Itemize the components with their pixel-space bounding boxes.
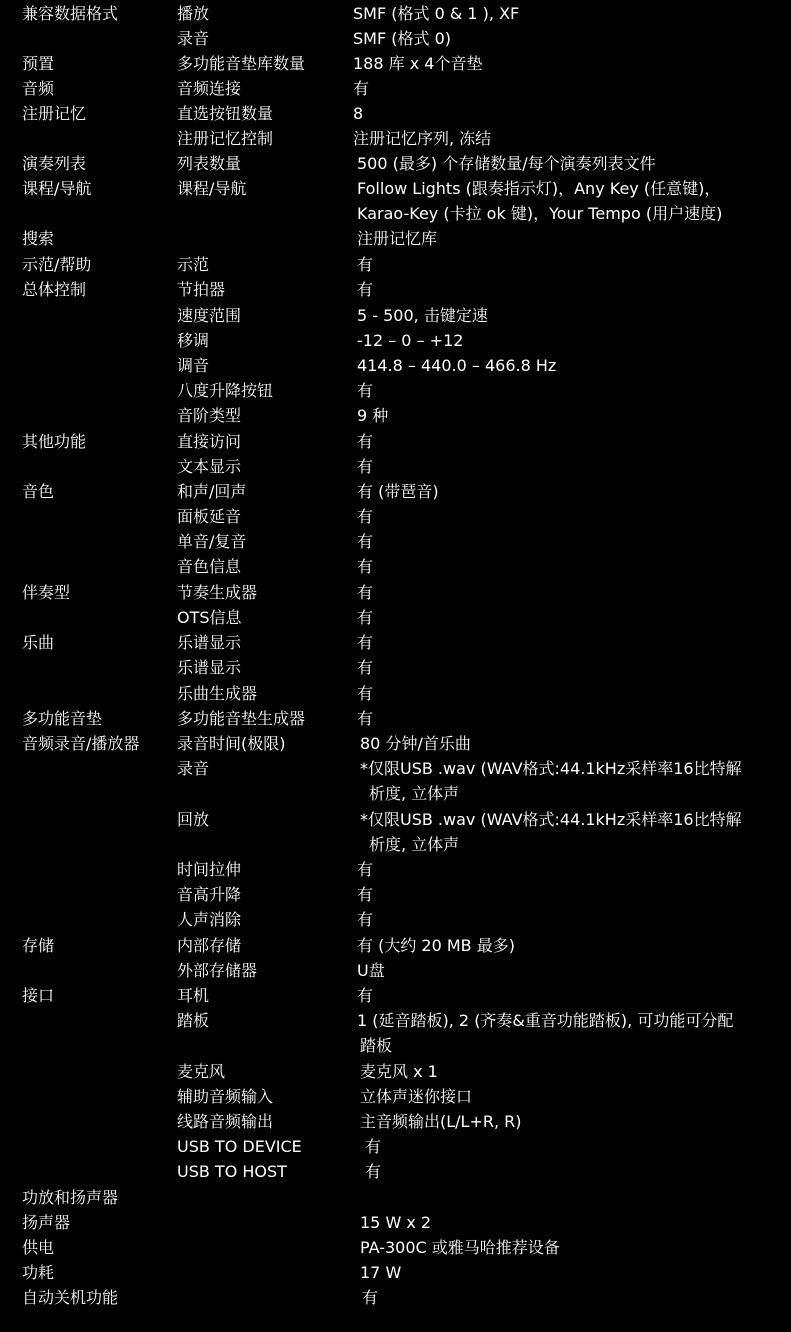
- spec-item: 和声/回声: [177, 482, 247, 501]
- spec-value: 8: [353, 104, 364, 123]
- spec-item: 面板延音: [177, 507, 242, 526]
- spec-category: 功放和扬声器: [22, 1188, 119, 1207]
- spec-row: [0, 429, 791, 454]
- spec-value: 有: [365, 1162, 382, 1181]
- spec-row: [0, 781, 791, 806]
- spec-category: 其他功能: [22, 432, 87, 451]
- spec-value: 500 (最多) 个存储数量/每个演奏列表文件: [357, 154, 656, 173]
- spec-row: [0, 1235, 791, 1260]
- spec-item: 音高升降: [177, 885, 242, 904]
- spec-item: 耳机: [177, 986, 210, 1005]
- spec-value: *仅限USB .wav (WAV格式:44.1kHz采样率16比特解: [360, 759, 742, 778]
- spec-item: 外部存储器: [177, 961, 258, 980]
- spec-row: [0, 1008, 791, 1033]
- spec-item: 注册记忆控制: [177, 129, 274, 148]
- spec-row: [0, 328, 791, 353]
- spec-row: [0, 1210, 791, 1235]
- spec-row: [0, 1, 791, 26]
- spec-row: [0, 807, 791, 832]
- spec-row: [0, 529, 791, 554]
- spec-row: [0, 706, 791, 731]
- spec-item: 列表数量: [177, 154, 242, 173]
- spec-item: 课程/导航: [177, 179, 247, 198]
- spec-value: U盘: [357, 961, 385, 980]
- spec-value: Follow Lights (跟奏指示灯)，Any Key (任意键)，: [357, 179, 721, 198]
- spec-row: [0, 378, 791, 403]
- spec-value: 麦克风 x 1: [360, 1062, 438, 1081]
- spec-row: [0, 933, 791, 958]
- spec-value: 有: [357, 910, 374, 929]
- spec-row: [0, 857, 791, 882]
- spec-value: 有: [357, 633, 374, 652]
- spec-row: [0, 26, 791, 51]
- spec-item: 调音: [177, 356, 210, 375]
- spec-row: [0, 226, 791, 251]
- spec-item: 回放: [177, 810, 210, 829]
- spec-row: [0, 1109, 791, 1134]
- spec-item: 播放: [177, 4, 210, 23]
- spec-item: 麦克风: [177, 1062, 226, 1081]
- spec-value: 注册记忆库: [357, 229, 438, 248]
- spec-value: 有: [357, 255, 374, 274]
- spec-item: 录音: [177, 29, 210, 48]
- spec-value: SMF (格式 0): [353, 29, 452, 48]
- spec-value: 有: [357, 986, 374, 1005]
- spec-category: 音频: [22, 79, 55, 98]
- spec-item: 音色信息: [177, 557, 242, 576]
- spec-item: 线路音频输出: [177, 1112, 274, 1131]
- spec-value: 5 - 500, 击键定速: [357, 306, 488, 325]
- spec-row: [0, 76, 791, 101]
- spec-value: 有: [357, 507, 374, 526]
- spec-item: 乐谱显示: [177, 658, 242, 677]
- spec-item: 直接访问: [177, 432, 242, 451]
- spec-row: [0, 479, 791, 504]
- spec-value: 有 (大约 20 MB 最多): [357, 936, 515, 955]
- spec-row: [0, 277, 791, 302]
- spec-category: 供电: [22, 1238, 55, 1257]
- spec-row: [0, 1134, 791, 1159]
- spec-row: [0, 756, 791, 781]
- spec-row: [0, 832, 791, 857]
- spec-row: [0, 882, 791, 907]
- spec-value: 有: [357, 583, 374, 602]
- spec-value: 1 (延音踏板), 2 (齐奏&重音功能踏板), 可功能可分配: [357, 1011, 734, 1030]
- spec-value: 立体声迷你接口: [360, 1087, 473, 1106]
- spec-category: 扬声器: [22, 1213, 71, 1232]
- spec-value: 15 W x 2: [360, 1213, 432, 1232]
- spec-category: 接口: [22, 986, 55, 1005]
- spec-item: 文本显示: [177, 457, 242, 476]
- spec-item: 节拍器: [177, 280, 226, 299]
- spec-row: [0, 1159, 791, 1184]
- spec-category: 搜索: [22, 229, 55, 248]
- spec-value: 有: [357, 658, 374, 677]
- spec-value: 有: [357, 709, 374, 728]
- spec-row: [0, 554, 791, 579]
- spec-row: [0, 731, 791, 756]
- spec-value: 有: [357, 684, 374, 703]
- spec-row: [0, 126, 791, 151]
- spec-category: 演奏列表: [22, 154, 87, 173]
- spec-item: USB TO DEVICE: [177, 1137, 302, 1156]
- spec-row: [0, 605, 791, 630]
- spec-item: USB TO HOST: [177, 1162, 287, 1181]
- spec-row: [0, 252, 791, 277]
- spec-category: 注册记忆: [22, 104, 87, 123]
- spec-item: 辅助音频输入: [177, 1087, 274, 1106]
- spec-value: 有: [353, 79, 370, 98]
- spec-value: 80 分钟/首乐曲: [360, 734, 471, 753]
- spec-category: 多功能音垫: [22, 709, 103, 728]
- spec-item: OTS信息: [177, 608, 242, 627]
- spec-category: 音频录音/播放器: [22, 734, 140, 753]
- spec-category: 乐曲: [22, 633, 55, 652]
- spec-value: 有: [357, 381, 374, 400]
- spec-row: [0, 580, 791, 605]
- spec-value: 主音频输出(L/L+R, R): [360, 1112, 522, 1131]
- spec-item: 多功能音垫库数量: [177, 54, 306, 73]
- spec-item: 直选按钮数量: [177, 104, 274, 123]
- spec-row: [0, 101, 791, 126]
- spec-value: 有: [357, 532, 374, 551]
- spec-item: 示范: [177, 255, 210, 274]
- spec-category: 自动关机功能: [22, 1288, 119, 1307]
- spec-item: 乐曲生成器: [177, 684, 258, 703]
- spec-row: [0, 151, 791, 176]
- spec-value: 17 W: [360, 1263, 402, 1282]
- spec-row: [0, 51, 791, 76]
- spec-value: 注册记忆序列, 冻结: [353, 129, 492, 148]
- spec-row: [0, 176, 791, 201]
- spec-row: [0, 403, 791, 428]
- spec-category: 课程/导航: [22, 179, 92, 198]
- spec-item: 单音/复音: [177, 532, 247, 551]
- spec-value: 有: [357, 557, 374, 576]
- spec-item: 节奏生成器: [177, 583, 258, 602]
- spec-category: 预置: [22, 54, 55, 73]
- spec-item: 音频连接: [177, 79, 242, 98]
- spec-row: [0, 1033, 791, 1058]
- spec-row: [0, 504, 791, 529]
- spec-item: 录音: [177, 759, 210, 778]
- spec-row: [0, 681, 791, 706]
- spec-row: [0, 1260, 791, 1285]
- spec-category: 兼容数据格式: [22, 4, 119, 23]
- spec-value: 414.8 – 440.0 – 466.8 Hz: [357, 356, 557, 375]
- spec-category: 功耗: [22, 1263, 55, 1282]
- spec-row: [0, 1059, 791, 1084]
- spec-value: -12 – 0 – +12: [357, 331, 464, 350]
- spec-category: 存储: [22, 936, 55, 955]
- spec-row: [0, 630, 791, 655]
- spec-item: 内部存储: [177, 936, 242, 955]
- spec-row: [0, 454, 791, 479]
- spec-value: PA-300C 或雅马哈推荐设备: [360, 1238, 560, 1257]
- spec-row: [0, 353, 791, 378]
- spec-row: [0, 1185, 791, 1210]
- spec-value: 析度, 立体声: [369, 835, 460, 854]
- spec-row: [0, 983, 791, 1008]
- spec-item: 乐谱显示: [177, 633, 242, 652]
- spec-value: 9 种: [357, 406, 389, 425]
- spec-value: 188 库 x 4个音垫: [353, 54, 483, 73]
- spec-item: 移调: [177, 331, 210, 350]
- spec-item: 多功能音垫生成器: [177, 709, 306, 728]
- spec-row: [0, 303, 791, 328]
- spec-value: SMF (格式 0 & 1 ), XF: [353, 4, 520, 23]
- spec-value: 有: [362, 1288, 379, 1307]
- spec-value: 有: [365, 1137, 382, 1156]
- spec-value: 有: [357, 432, 374, 451]
- spec-value: 有: [357, 608, 374, 627]
- spec-row: [0, 958, 791, 983]
- spec-row: [0, 907, 791, 932]
- spec-category: 伴奏型: [22, 583, 71, 602]
- spec-item: 录音时间(极限): [177, 734, 286, 753]
- spec-category: 总体控制: [22, 280, 87, 299]
- spec-value: 踏板: [360, 1036, 393, 1055]
- spec-value: Karao-Key (卡拉 ok 键)，Your Tempo (用户速度): [357, 204, 723, 223]
- spec-row: [0, 1084, 791, 1109]
- spec-row: [0, 1285, 791, 1310]
- spec-item: 时间拉伸: [177, 860, 242, 879]
- spec-item: 八度升降按钮: [177, 381, 274, 400]
- spec-item: 人声消除: [177, 910, 242, 929]
- spec-value: 有: [357, 860, 374, 879]
- spec-value: 有 (带琶音): [357, 482, 439, 501]
- spec-row: [0, 655, 791, 680]
- spec-category: 示范/帮助: [22, 255, 92, 274]
- spec-category: 音色: [22, 482, 55, 501]
- spec-row: [0, 201, 791, 226]
- spec-item: 踏板: [177, 1011, 210, 1030]
- spec-value: 有: [357, 280, 374, 299]
- spec-item: 音阶类型: [177, 406, 242, 425]
- spec-item: 速度范围: [177, 306, 242, 325]
- spec-value: 析度, 立体声: [369, 784, 460, 803]
- spec-value: 有: [357, 457, 374, 476]
- spec-value: 有: [357, 885, 374, 904]
- spec-value: *仅限USB .wav (WAV格式:44.1kHz采样率16比特解: [360, 810, 742, 829]
